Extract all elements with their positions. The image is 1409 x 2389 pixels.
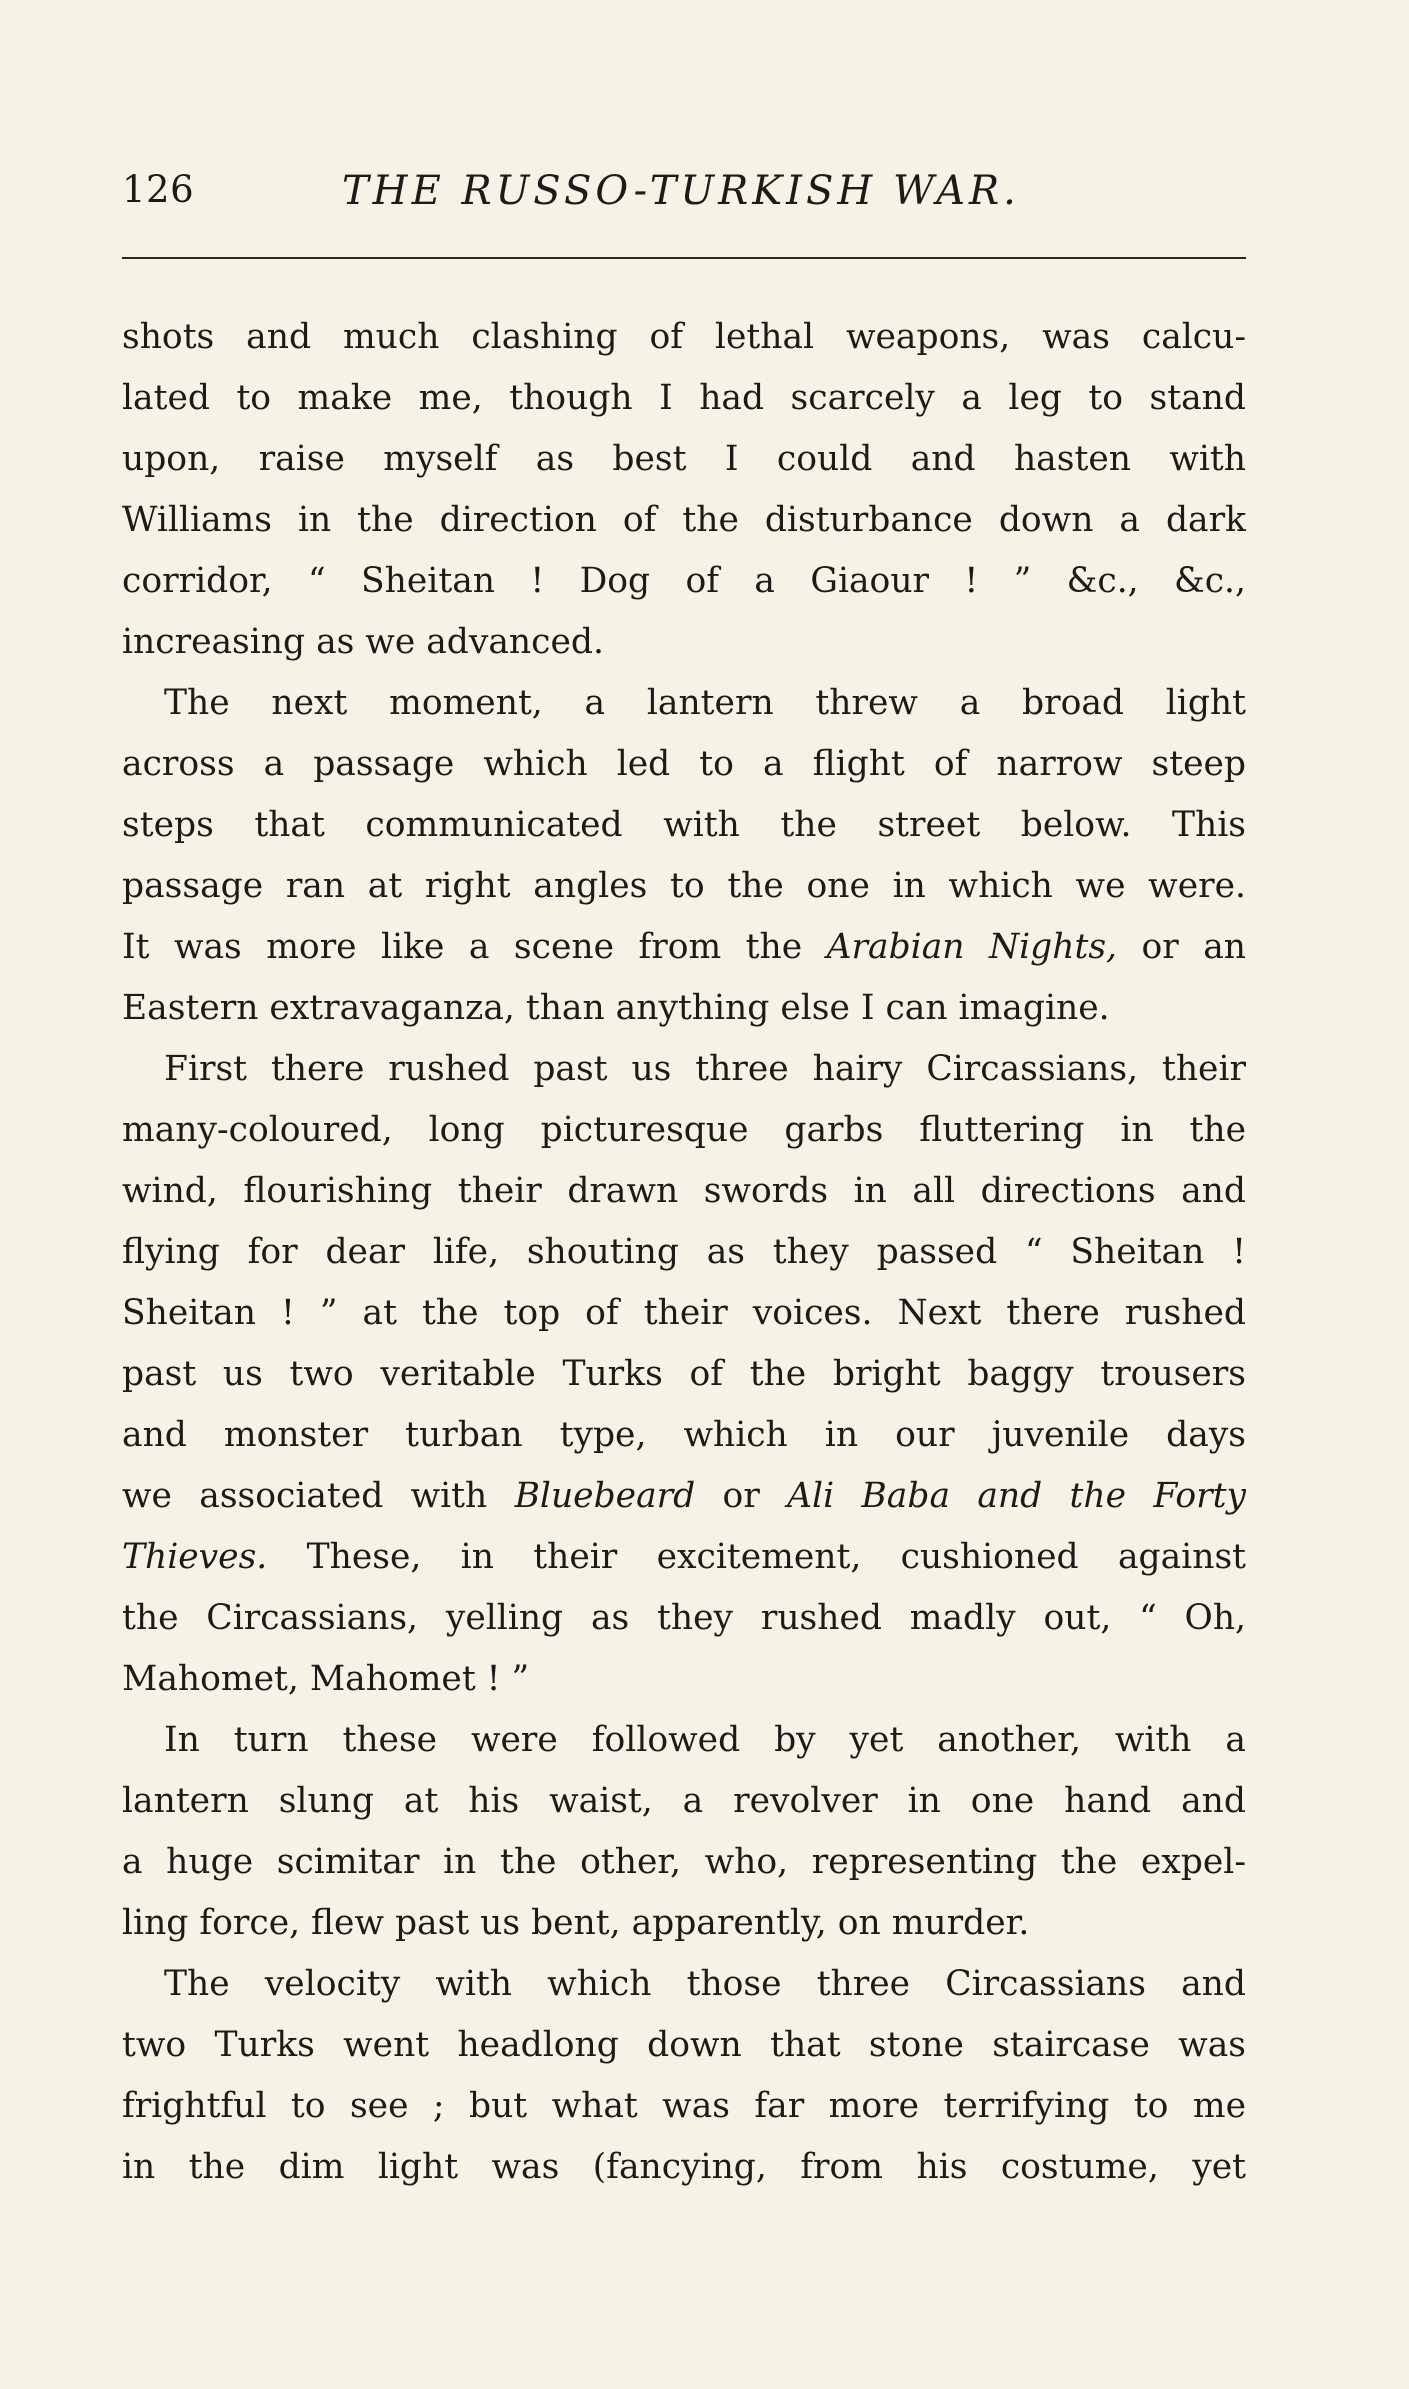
text-line: Williams in the direction of the disturbance down a dark (122, 500, 1246, 540)
text-line: passage ran at right angles to the one in which we were. (122, 866, 1246, 906)
text-line: First there rushed past us three hairy Circassians, their (164, 1049, 1246, 1089)
italic-title: Thieves. (122, 1537, 268, 1577)
italic-title: Arabian Nights, (826, 927, 1118, 967)
italic-title: Bluebeard (514, 1476, 696, 1516)
text-line: lantern slung at his waist, a revolver in one hand and (122, 1781, 1246, 1821)
text-line (122, 1466, 1246, 1527)
text-line: corridor, “ Sheitan ! Dog of a Giaour ! ” &c., &c., (122, 561, 1246, 601)
body-text (122, 307, 1246, 2198)
text-line: In turn these were followed by yet another, with a (164, 1720, 1246, 1760)
italic-title: Ali Baba and the Forty (787, 1476, 1246, 1516)
text-line (122, 1527, 1246, 1588)
text-line: increasing as we advanced. (122, 622, 604, 662)
text-span: These, in their excitement, cushioned against (306, 1537, 1246, 1577)
text-span: It was more like a scene from the (122, 927, 827, 967)
text-line: Mahomet, Mahomet ! ” (122, 1659, 530, 1699)
text-line: steps that communicated with the street below. This (122, 805, 1246, 845)
text-line: lated to make me, though I had scarcely a leg to stand (122, 378, 1246, 418)
text-line: flying for dear life, shouting as they passed “ Sheitan ! (122, 1232, 1246, 1272)
text-line: ling force, flew past us bent, apparently, on murder. (122, 1903, 1030, 1943)
text-line: two Turks went headlong down that stone staircase was (122, 2025, 1246, 2065)
running-head (122, 168, 1247, 228)
text-line: Eastern extravaganza, than anything else I can imagine. (122, 988, 1110, 1028)
text-line: The next moment, a lantern threw a broad light (164, 683, 1246, 723)
text-line: wind, flourishing their drawn swords in all directions and (122, 1171, 1246, 1211)
text-line: past us two veritable Turks of the bright baggy trousers (122, 1354, 1246, 1394)
text-span: or an (1117, 927, 1246, 967)
text-line: upon, raise myself as best I could and hasten with (122, 439, 1246, 479)
text-line (122, 917, 1246, 978)
text-span: or (695, 1476, 788, 1516)
page-number: 126 (122, 168, 195, 211)
text-line: and monster turban type, which in our juvenile days (122, 1415, 1246, 1455)
text-line: Sheitan ! ” at the top of their voices. Next there rushed (122, 1293, 1246, 1333)
text-line: a huge scimitar in the other, who, representing the expel- (122, 1842, 1246, 1882)
header-rule (122, 257, 1246, 259)
text-line: frightful to see ; but what was far more terrifying to me (122, 2086, 1246, 2126)
running-title: THE RUSSO-TURKISH WAR. (342, 168, 1020, 214)
text-line: the Circassians, yelling as they rushed madly out, “ Oh, (122, 1598, 1246, 1638)
text-line: in the dim light was (fancying, from his costume, yet (122, 2147, 1246, 2187)
text-line: across a passage which led to a flight of narrow steep (122, 744, 1246, 784)
text-line: The velocity with which those three Circassians and (164, 1964, 1246, 2004)
text-span: we associated with (122, 1476, 515, 1516)
text-line: many-coloured, long picturesque garbs fluttering in the (122, 1110, 1246, 1150)
text-line: shots and much clashing of lethal weapons, was calcu- (122, 317, 1246, 357)
